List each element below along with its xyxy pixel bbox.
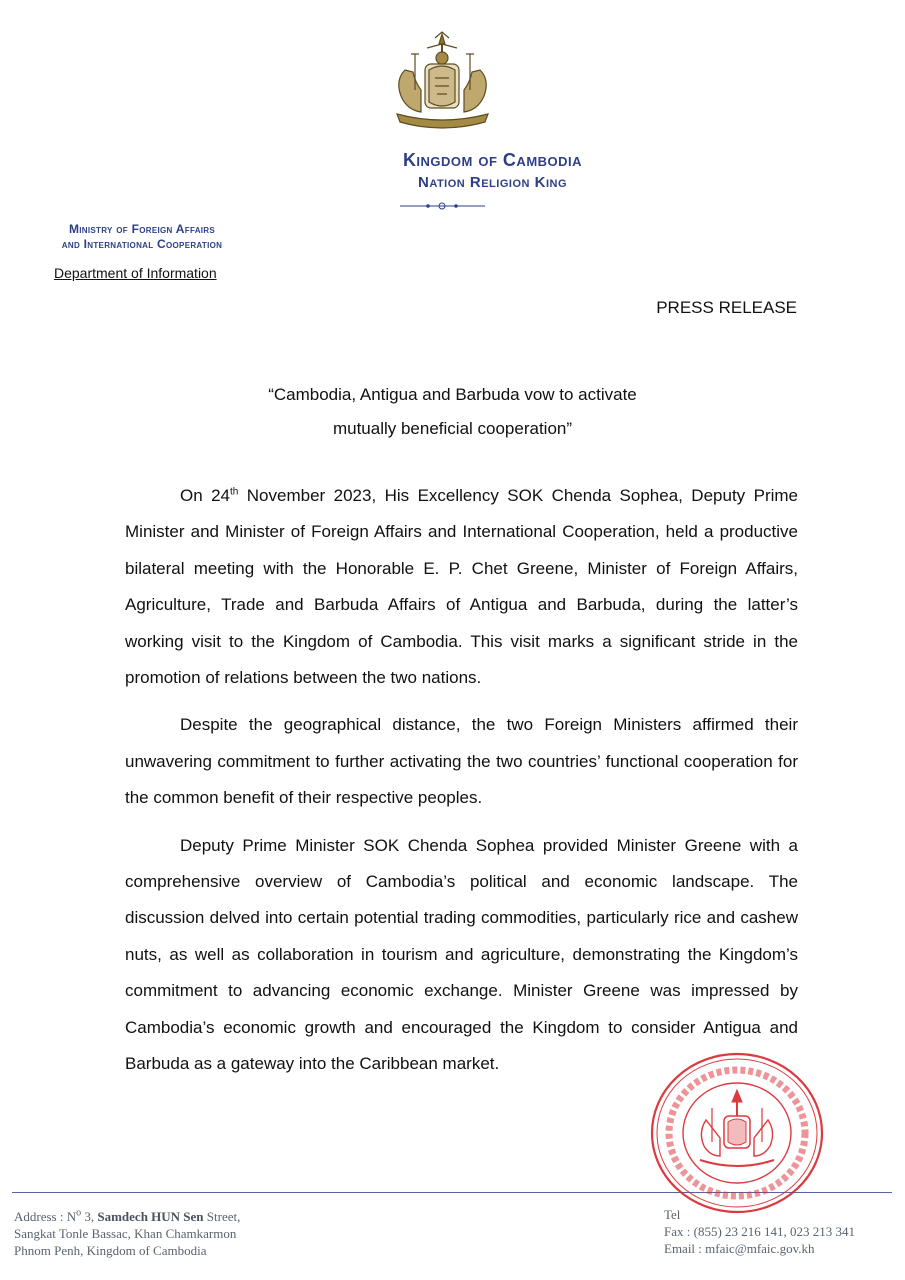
address-line-1 — [14, 1208, 240, 1225]
title-line-2: mutually beneficial cooperation” — [332, 419, 573, 438]
kingdom-name: Kingdom of Cambodia — [402, 150, 583, 170]
address-line-2: Sangkat Tonle Bassac, Khan Chamkarmon — [14, 1226, 237, 1241]
kingdom-heading — [0, 150, 905, 191]
national-motto: Nation Religion King — [417, 174, 568, 191]
footer-address — [14, 1208, 240, 1259]
department-name: Department of Information — [54, 265, 217, 281]
ministry-name — [12, 222, 272, 252]
paragraph-3: Deputy Prime Minister SOK Chenda Sophea provided Minister Greene with a comprehensive overview of Cambodia’s political and economic landscape. The discussion delved into certain potential trading commodities, particularly rice and cashew nuts, as well as collaboration in tourism and agriculture, demonstrating the Kingdom’s commitment to advancing economic exchange. Minister Greene was impressed by Cambodia’s economic growth and encouraged the Kingdom to consider Antigua and Barbuda as a gateway into the Caribbean market. — [125, 835, 798, 1074]
title-line-1: “Cambodia, Antigua and Barbuda vow to activate — [268, 385, 637, 404]
ministry-line-2: and International Cooperation — [61, 237, 223, 251]
address-number-sign: o — [76, 1207, 82, 1219]
address-number: 3, — [81, 1209, 98, 1224]
p1-superscript: th — [230, 486, 239, 498]
paragraph-2: Despite the geographical distance, the two Foreign Ministers affirmed their unwavering commitment to further activating the two countries’ functional cooperation for the common benefit of their respective peoples. — [125, 715, 798, 808]
address-line-3: Phnom Penh, Kingdom of Cambodia — [14, 1243, 207, 1258]
ministry-line-1: Ministry of Foreign Affairs — [68, 222, 216, 236]
divider-ornament — [400, 201, 485, 211]
contact-tel: Tel — [664, 1207, 681, 1222]
royal-coat-of-arms-emblem — [385, 30, 500, 140]
paragraph-1 — [125, 478, 798, 696]
p1-prefix: On 24 — [180, 486, 231, 505]
press-release-title — [0, 378, 905, 446]
contact-fax: Fax : (855) 23 216 141, 023 213 341 — [664, 1224, 856, 1239]
press-release-label: PRESS RELEASE — [656, 298, 797, 317]
address-street: Samdech HUN Sen — [97, 1209, 204, 1224]
p1-rest: November 2023, His Excellency SOK Chenda Sophea, Deputy Prime Minister and Minister of Foreign Affairs and International Cooperation, held a productive bilateral meeting with the Honorable E. P. Chet Greene, Minister of Foreign Affairs, Agriculture, Trade and Barbuda Affairs of Antigua and Barbuda, during the latter’s working visit to the Kingdom of Cambodia. This visit marks a significant stride in the promotion of relations between the two nations. — [125, 486, 798, 688]
ministry-official-seal-stamp — [648, 1050, 826, 1216]
address-street-suffix: Street, — [203, 1209, 241, 1224]
contact-email[interactable]: Email : mfaic@mfaic.gov.kh — [664, 1241, 815, 1256]
address-label: Address : N — [14, 1209, 77, 1224]
press-release-body — [125, 478, 798, 1094]
